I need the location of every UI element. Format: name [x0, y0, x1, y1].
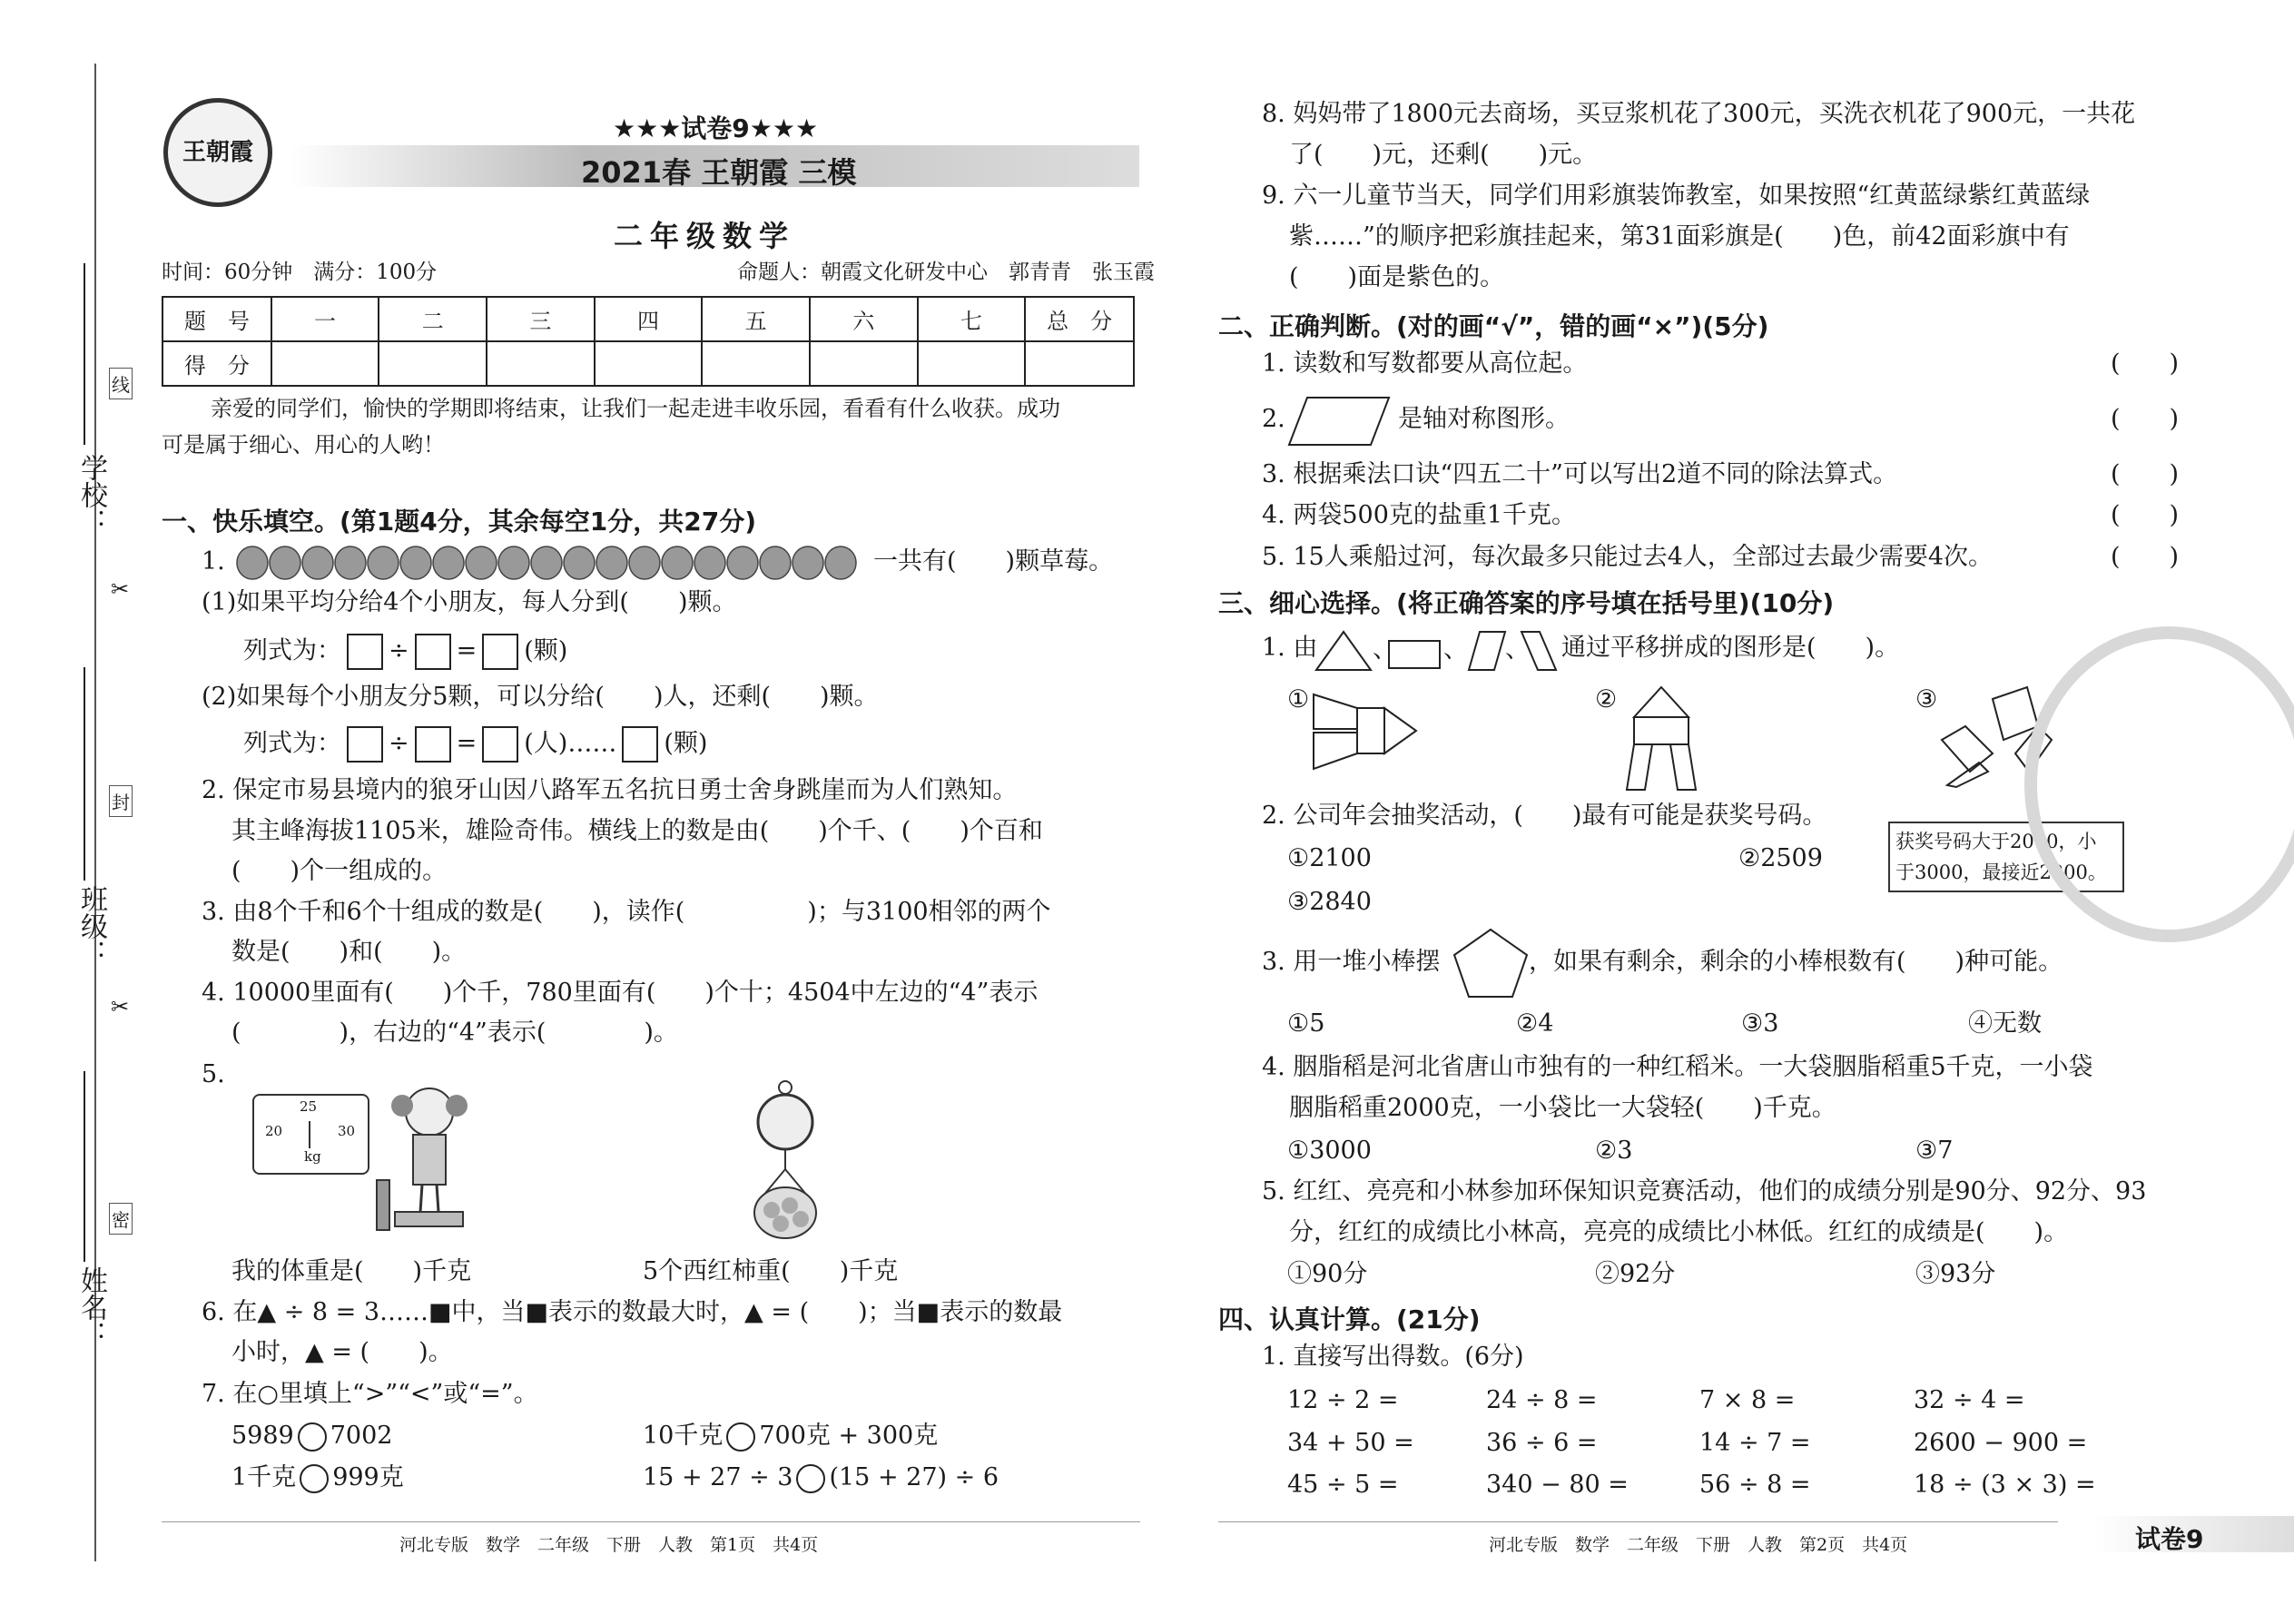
left-value: 10千克 [643, 1422, 724, 1450]
strawberry-row [234, 543, 871, 585]
choice5-opt-1: ①90分 [1287, 1260, 1368, 1288]
footer-tag: 试卷9 [2135, 1524, 2204, 1554]
eq-sign: = [456, 729, 478, 758]
choice3-opt-2: ②4 [1516, 1009, 1554, 1038]
q9-line-3: ( )面是紫色的。 [1289, 263, 1505, 291]
score-cell[interactable] [595, 341, 703, 386]
section1-title: 一、快乐填空。(第1题4分，其余每空1分，共27分) [162, 507, 757, 536]
q1-part1: (1)如果平均分给4个小朋友，每人分到( )颗。 [202, 588, 737, 616]
judge-item-1: 1. 读数和写数都要从高位起。 [1262, 349, 1588, 378]
dial-tick: 20 [265, 1123, 283, 1139]
class-label: 班级： [75, 885, 107, 967]
choice4-line-2: 胭脂稻重2000克，一小袋比一大袋轻( )千克。 [1289, 1094, 1836, 1122]
calc-item: 36 ÷ 6 = [1486, 1429, 1598, 1457]
shape-sep: 、 [1373, 635, 1397, 664]
name-label: 姓名： [75, 1266, 107, 1348]
choice4-line-1: 4. 胭脂稻是河北省唐山市独有的一种红稻米。一大袋胭脂稻重5千克，一小袋 [1262, 1053, 2093, 1081]
calc-subtitle: 1. 直接写出得数。(6分) [1262, 1343, 1524, 1371]
choice3-prefix: 3. 用一堆小棒摆 [1262, 948, 1441, 976]
q5-tomato-weight: 5个西红柿重( )千克 [643, 1257, 899, 1285]
choice4-opt-2: ②3 [1595, 1137, 1633, 1165]
score-header-cell: 七 [918, 297, 1026, 341]
answer-box[interactable] [347, 726, 383, 763]
judge-item-2-number: 2. [1262, 405, 1285, 433]
compare-circle[interactable] [796, 1464, 825, 1493]
choice1-text: 通过平移拼成的图形是( )。 [1561, 634, 1900, 662]
footer-divider [1218, 1521, 2058, 1522]
calc-item: 34 + 50 = [1287, 1429, 1414, 1457]
div-sign: ÷ [389, 729, 409, 758]
right-value: (15 + 27) ÷ 6 [829, 1463, 999, 1491]
class-blank [84, 667, 85, 881]
score-header-cell: 二 [379, 297, 487, 341]
intro-line-2: 可是属于细心、用心的人哟！ [162, 432, 445, 458]
score-header-cell: 一 [271, 297, 379, 341]
section3-title: 三、细心选择。(将正确答案的序号填在括号里)(10分) [1218, 588, 1835, 618]
answer-box[interactable] [415, 726, 451, 763]
unit-label: (颗) [664, 729, 708, 758]
compare-circle[interactable] [300, 1464, 329, 1493]
judge-answer-4[interactable]: ( ) [2111, 501, 2180, 529]
q2-line-2: 其主峰海拔1105米，雄险奇伟。横线上的数是由( )个千、( )个百和 [231, 817, 1043, 845]
shape-sep: 、 [1505, 635, 1530, 664]
answer-box[interactable] [622, 726, 658, 763]
answer-box[interactable] [347, 634, 383, 670]
choice3-opt-1: ①5 [1287, 1009, 1325, 1038]
answer-box[interactable] [482, 726, 518, 763]
calc-item: 2600 − 900 = [1914, 1429, 2088, 1457]
q7-item-a [231, 1422, 392, 1452]
compare-circle[interactable] [298, 1422, 327, 1452]
choice3-text: ，如果有剩余，剩余的小棒根数有( )种可能。 [1529, 948, 2063, 976]
authors: 命题人：朝霞文化研发中心 郭青青 张玉霞 [737, 261, 1155, 284]
right-value: 999克 [332, 1463, 404, 1491]
q1-part1-formula [243, 634, 567, 670]
div-sign: ÷ [389, 636, 409, 665]
choice5-opt-3: ③93分 [1915, 1260, 1996, 1288]
secret-watermark-seal [2024, 626, 2294, 942]
choice2-opt-2: ②2509 [1738, 844, 1823, 872]
score-cell[interactable] [271, 341, 379, 386]
judge-answer-3[interactable]: ( ) [2111, 460, 2180, 488]
formula-label: 列式为： [243, 636, 341, 665]
judge-answer-1[interactable]: ( ) [2111, 349, 2180, 378]
score-table [162, 296, 1135, 387]
calc-item: 18 ÷ (3 × 3) = [1914, 1471, 2096, 1499]
option-3-label: ③ [1915, 685, 1938, 714]
footer-divider [162, 1521, 1140, 1522]
score-header-cell: 总 分 [1025, 297, 1134, 341]
q3-line-2: 数是( )和( )。 [231, 938, 467, 966]
intro-line-1: 亲爱的同学们，愉快的学期即将结束，让我们一起走进丰收乐园，看看有什么收获。成功 [211, 396, 1060, 421]
section2-title: 二、正确判断。(对的画“√”，错的画“×”)(5分) [1218, 311, 1769, 341]
unit-label: (颗) [524, 636, 568, 665]
prize-note-line: 获奖号码大于2000，小 [1895, 831, 2097, 852]
time-info: 时间：60分钟 满分：100分 [162, 261, 438, 284]
calc-item: 56 ÷ 8 = [1699, 1471, 1811, 1499]
q7-title: 7. 在○里填上“>”“<”或“=”。 [202, 1380, 538, 1408]
dial-tick: 30 [338, 1123, 356, 1139]
score-header-cell: 三 [487, 297, 595, 341]
q6-line-2: 小时，▲ = ( )。 [231, 1338, 453, 1366]
q9-line-2: 紫……”的顺序把彩旗挂起来，第31面彩旗是( )色，前42面彩旗中有 [1289, 222, 2070, 251]
pentagon-figure [1452, 928, 1529, 1002]
section4-title: 四、认真计算。(21分) [1218, 1304, 1481, 1334]
name-blank [84, 1071, 85, 1262]
footer-right: 河北专版 数学 二年级 下册 人教 第2页 共4页 [1489, 1535, 1908, 1555]
q7-item-b [643, 1422, 938, 1452]
left-value: 1千克 [231, 1463, 297, 1491]
q4-line-1: 4. 10000里面有( )个千，780里面有( )个十；4504中左边的“4”表示 [202, 979, 1039, 1007]
right-value: 7002 [330, 1422, 393, 1450]
q6-line-1: 6. 在▲ ÷ 8 = 3……■中，当■表示的数最大时，▲ = ( )；当■表示的数最 [202, 1298, 1063, 1326]
footer-left: 河北专版 数学 二年级 下册 人教 第1页 共4页 [399, 1535, 819, 1555]
q9-line-1: 9. 六一儿童节当天，同学们用彩旗装饰教室，如果按照“红黄蓝绿紫红黄蓝绿 [1262, 182, 2091, 210]
calc-item: 7 × 8 = [1699, 1386, 1796, 1414]
q7-item-c [231, 1463, 404, 1493]
compare-circle[interactable] [726, 1422, 755, 1452]
option-1-label: ① [1287, 685, 1310, 714]
choice5-opt-2: ②92分 [1595, 1260, 1676, 1288]
q5-number: 5. [202, 1060, 225, 1088]
option-2-label: ② [1595, 685, 1618, 714]
school-blank [84, 263, 85, 445]
choice4-opt-3: ③7 [1915, 1137, 1954, 1165]
choice5-line-1: 5. 红红、亮亮和小林参加环保知识竞赛活动，他们的成绩分别是90分、92分、93 [1262, 1177, 2147, 1206]
score-cell[interactable] [918, 341, 1026, 386]
choice5-line-2: 分，红红的成绩比小林高，亮亮的成绩比小林低。红红的成绩是( )。 [1289, 1218, 2069, 1246]
school-label: 学校： [75, 454, 107, 536]
logo: 王朝霞 [163, 98, 272, 207]
answer-box[interactable] [482, 634, 518, 670]
exam-name: 2021春 王朝霞 三模 [581, 155, 857, 190]
seal-mark: 封 [109, 785, 133, 817]
scale-dial [252, 1094, 369, 1175]
option-2-figure [1616, 685, 1707, 798]
parallelogram-figure [1287, 396, 1392, 450]
scissor-icon: ✂ [111, 576, 130, 602]
calc-item: 12 ÷ 2 = [1287, 1386, 1399, 1414]
score-header-cell: 题 号 [162, 297, 271, 341]
calc-item: 24 ÷ 8 = [1486, 1386, 1598, 1414]
dial-tick: 25 [300, 1098, 318, 1115]
scissor-icon: ✂ [111, 994, 130, 1019]
judge-answer-2[interactable]: ( ) [2111, 405, 2180, 433]
girl-on-scale-illustration [368, 1080, 468, 1247]
calc-item: 14 ÷ 7 = [1699, 1429, 1811, 1457]
q1-part2: (2)如果每个小朋友分5颗，可以分给( )人，还剩( )颗。 [202, 683, 879, 711]
choice1-prefix: 1. 由 [1262, 634, 1318, 662]
choice3-opt-3: ③3 [1741, 1009, 1779, 1038]
subject-title: 二年级数学 [614, 219, 796, 253]
shape-sep: 、 [1443, 635, 1468, 664]
right-value: 700克 + 300克 [759, 1422, 939, 1450]
score-header-cell: 五 [702, 297, 810, 341]
q4-line-2: ( )，右边的“4”表示( )。 [231, 1019, 678, 1047]
score-cell[interactable] [1025, 341, 1134, 386]
calc-item: 32 ÷ 4 = [1914, 1386, 2025, 1414]
q5-body-weight: 我的体重是( )千克 [231, 1257, 472, 1285]
judge-item-3: 3. 根据乘法口诀“四五二十”可以写出2道不同的除法算式。 [1262, 460, 1898, 488]
prize-note-line: 于3000，最接近2800。 [1895, 861, 2107, 883]
secret-mark: 密 [109, 1203, 133, 1235]
q2-line-1: 2. 保定市易县境内的狼牙山因八路军五名抗日勇士舍身跳崖而为人们熟知。 [202, 776, 1018, 804]
hanging-scale-illustration [744, 1078, 826, 1250]
score-cell[interactable] [810, 341, 918, 386]
judge-answer-5[interactable]: ( ) [2111, 543, 2180, 571]
eq-sign: = [456, 636, 478, 665]
q1-part2-formula [243, 726, 707, 763]
dial-needle [309, 1121, 310, 1148]
choice2-opt-3: ③2840 [1287, 888, 1372, 916]
q2-line-3: ( )个一组成的。 [231, 857, 448, 885]
line-mark: 线 [109, 368, 133, 399]
answer-box[interactable] [415, 634, 451, 670]
judge-item-2: 是轴对称图形。 [1398, 405, 1570, 433]
q8-line-1: 8. 妈妈带了1800元去商场，买豆浆机花了300元，买洗衣机花了900元，一共花 [1262, 100, 2136, 128]
score-header-cell: 四 [595, 297, 703, 341]
score-header-cell: 六 [810, 297, 918, 341]
option-1-figure [1312, 685, 1421, 780]
score-cell[interactable] [487, 341, 595, 386]
choice4-opt-1: ①3000 [1287, 1137, 1372, 1165]
choice3-opt-4: ④无数 [1968, 1009, 2042, 1038]
calc-item: 45 ÷ 5 = [1287, 1471, 1399, 1499]
choice2-text: 2. 公司年会抽奖活动，( )最有可能是获奖号码。 [1262, 802, 1827, 830]
left-value: 5989 [231, 1422, 294, 1450]
choice2-opt-1: ①2100 [1287, 844, 1372, 872]
judge-item-4: 4. 两袋500克的盐重1千克。 [1262, 501, 1577, 529]
paper-number: ★★★试卷9★★★ [613, 113, 819, 143]
q7-item-d [643, 1463, 999, 1493]
score-cell[interactable] [702, 341, 810, 386]
formula-label: 列式为： [243, 729, 341, 758]
q3-line-1: 3. 由8个千和6个十组成的数是( )，读作( )；与3100相邻的两个 [202, 898, 1051, 926]
dial-unit: kg [304, 1148, 321, 1165]
q1-text: 一共有( )颗草莓。 [873, 547, 1114, 576]
q8-line-2: 了( )元，还剩( )元。 [1289, 141, 1598, 169]
unit-label: (人)…… [524, 729, 617, 758]
left-value: 15 + 27 ÷ 3 [643, 1463, 793, 1491]
q1-number: 1. [202, 547, 225, 576]
calc-item: 340 − 80 = [1486, 1471, 1629, 1499]
score-cell[interactable] [379, 341, 487, 386]
judge-item-5: 5. 15人乘船过河，每次最多只能过去4人，全部过去最少需要4次。 [1262, 543, 1994, 571]
score-row-label: 得 分 [162, 341, 271, 386]
